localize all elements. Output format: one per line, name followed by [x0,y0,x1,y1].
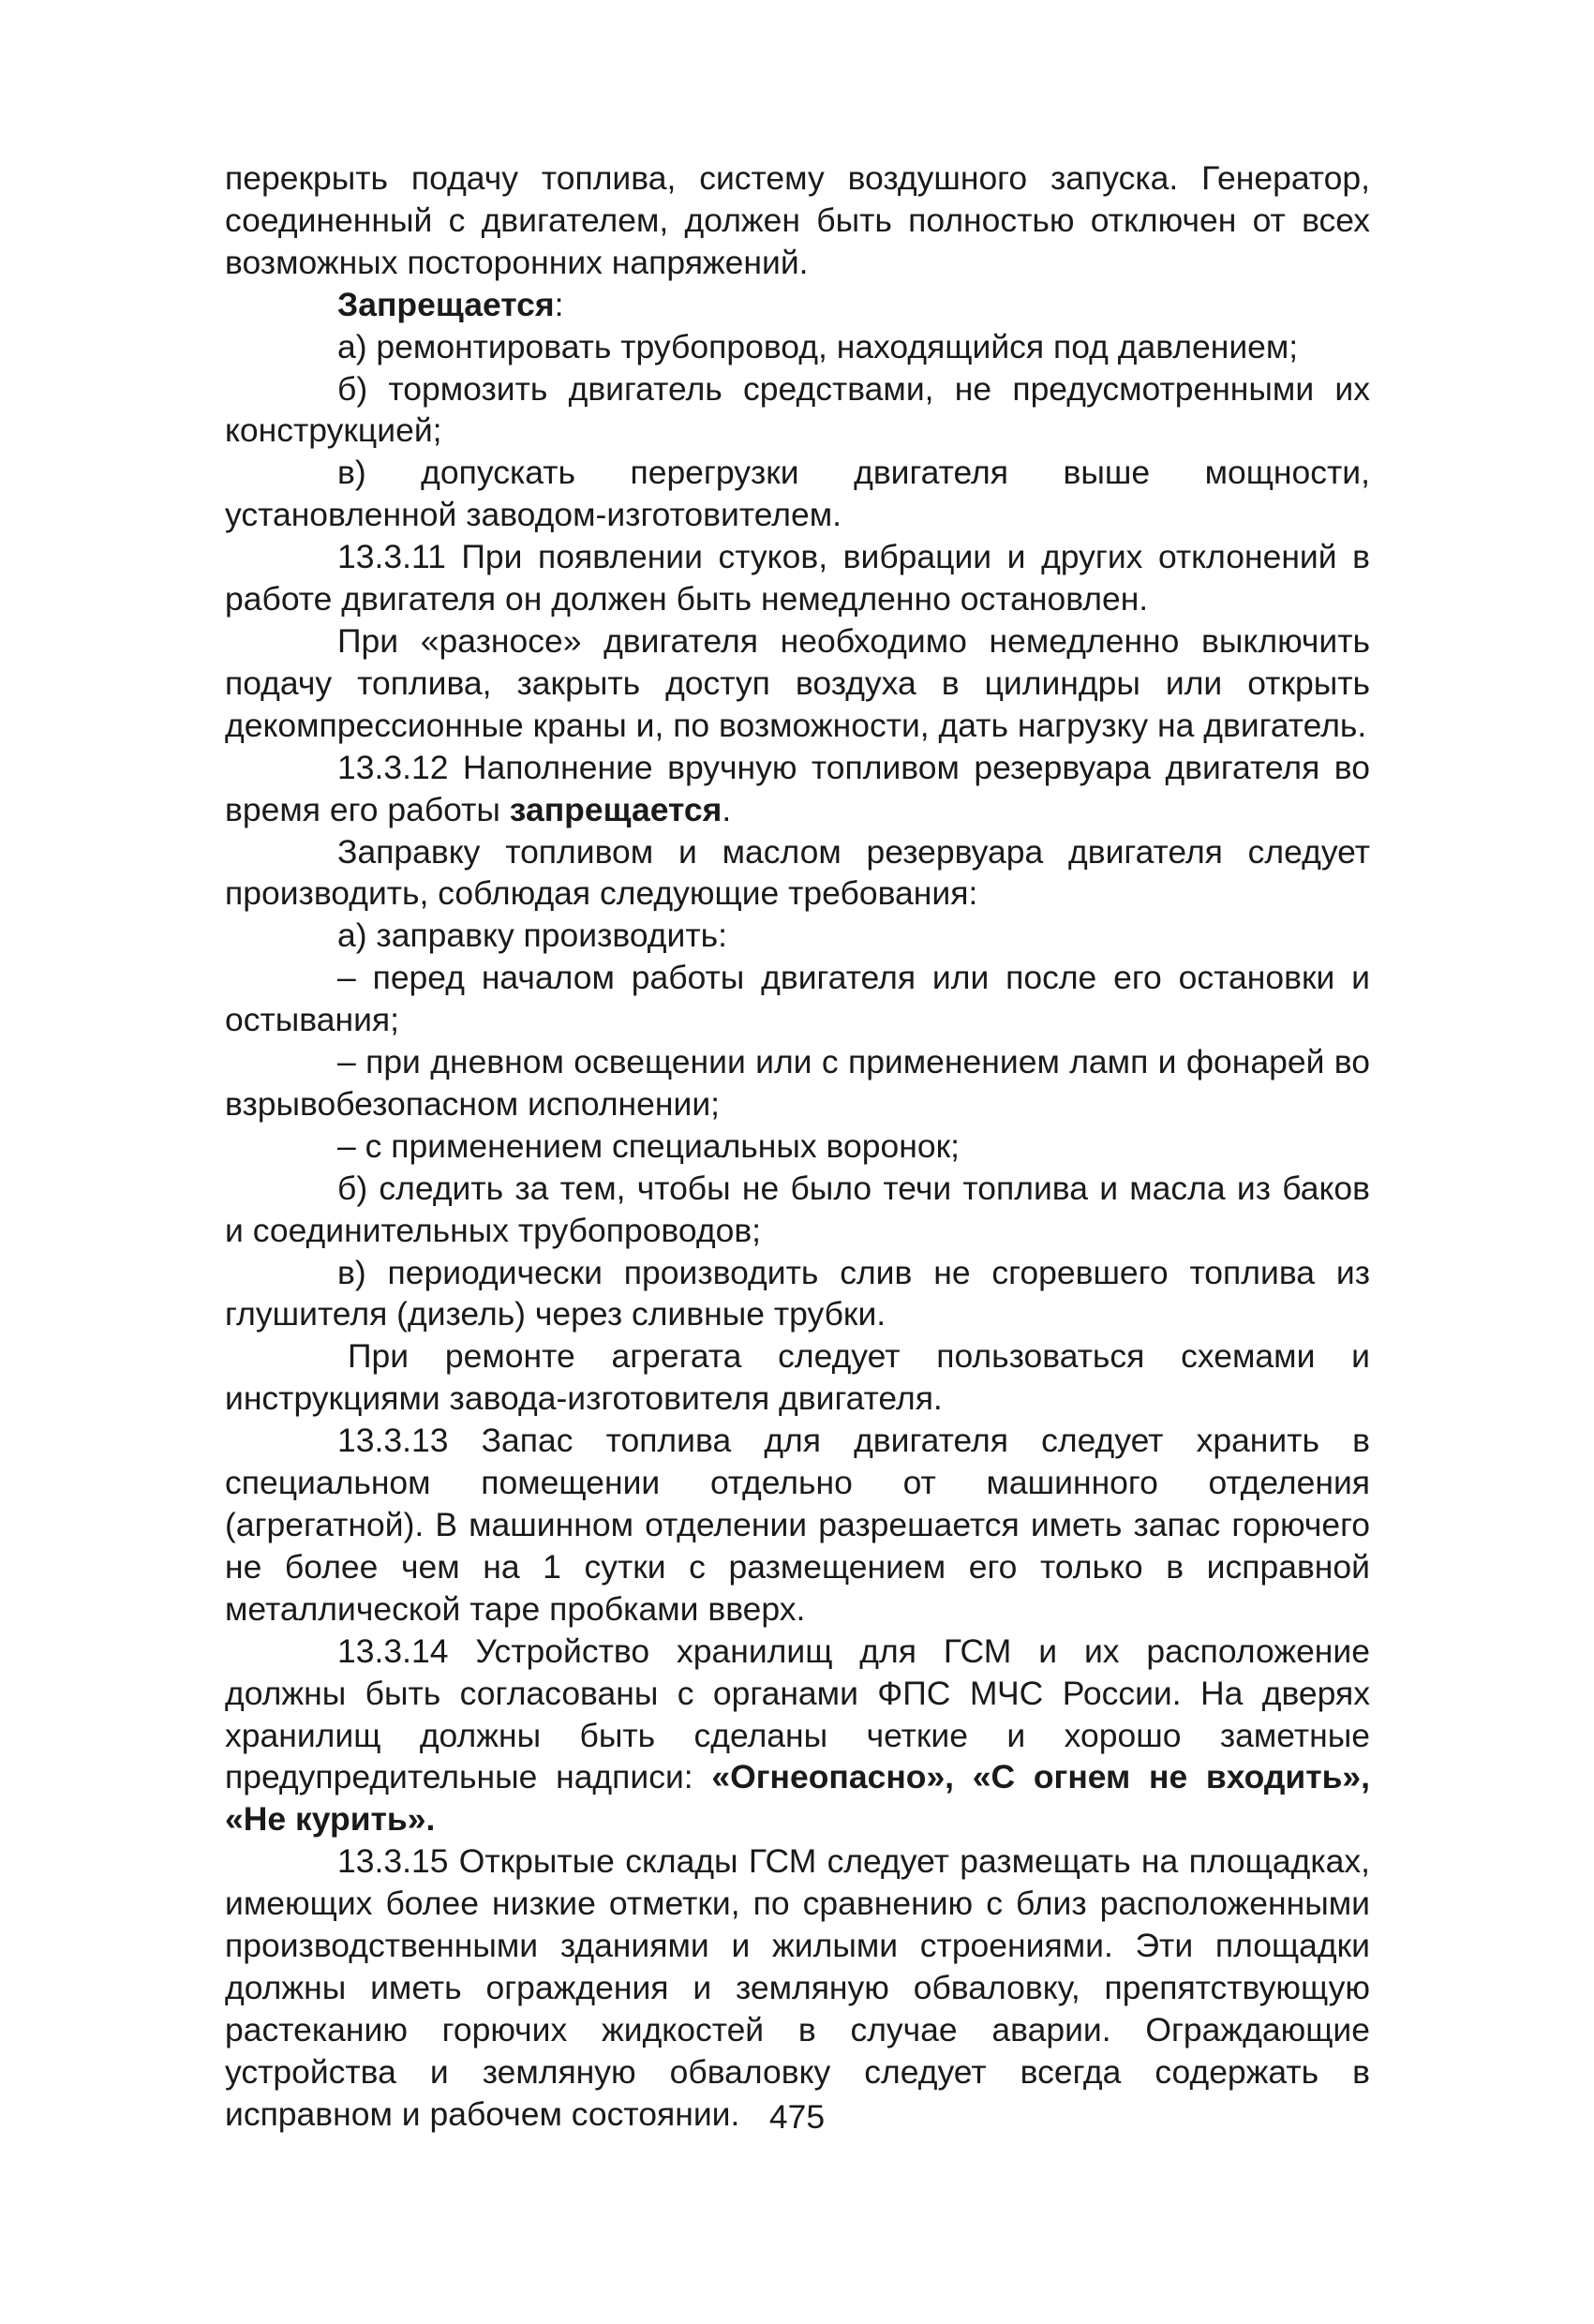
page-number: 475 [768,2098,826,2136]
paragraph-13-3-14-text: 13.3.14 Устройство хранилищ для ГСМ и их расположение должны быть согласованы с органами ФПС МЧС России. На дверях хранилищ должны быть сделаны четкие и хорошо заметные предупредительные надписи: [225,1631,1370,1796]
paragraph-13-3-12-end: . [722,790,732,828]
paragraph-generator-disconnect: перекрыть подачу топлива, систему воздушного запуска. Генератор, соединенный с двигателем, должен быть полностью отключен от всех возможных посторонних напряжений. [225,159,1370,281]
paragraph-13-3-11: 13.3.11 При появлении стуков, вибрации и других отклонений в работе двигателя он должен быть немедленно остановлен. [225,538,1370,618]
prohibited-colon: : [554,285,564,323]
paragraph-13-3-13: 13.3.13 Запас топлива для двигателя следует хранить в специальном помещении отдельно от машинного отделения (агрегатной). В машинном отделении разрешается иметь запас горючего не более чем на 1 сутки с размещением его только в исправной металлической таре пробками вверх. [225,1422,1370,1628]
paragraph-13-3-14 [225,1631,1370,1841]
page-body [225,157,1370,2136]
paragraph-repair-schemes: При ремонте агрегата следует пользоваться схемами и инструкциями завода-изготовителя двигателя. [225,1337,1370,1418]
list-dash-daylight: – при дневном освещении или с применением ламп и фонарей во взрывобезопасном исполнении; [225,1043,1370,1123]
paragraph-13-3-12 [225,747,1370,831]
prohibited-emphasis: запрещается [509,790,723,828]
paragraph-refueling-requirements: Заправку топливом и маслом резервуара двигателя следует производить, соблюдая следующие требования: [225,832,1370,913]
list-item-a-refuel: а) заправку производить: [337,916,727,955]
paragraph-prohibited-heading [225,284,1370,326]
paragraph-engine-runaway: При «разносе» двигателя необходимо немедленно выключить подачу топлива, закрыть доступ воздуха в цилиндры или открыть декомпрессионные краны и, по возможности, дать нагрузку на двигатель. [225,621,1370,744]
prohibited-label: Запрещается [337,285,555,323]
paragraph-13-3-12-text: 13.3.12 Наполнение вручную топливом резервуара двигателя во время его работы [225,748,1370,828]
list-item-b-leaks: б) следить за тем, чтобы не было течи топлива и масла из баков и соединительных трубопроводов; [225,1169,1370,1249]
list-dash-funnels: – с применением специальных воронок; [337,1126,960,1165]
paragraph-13-3-15: 13.3.15 Открытые склады ГСМ следует размещать на площадках, имеющих более низкие отметки, по сравнению с близ расположенными производственными зданиями и жилыми строениями. Эти площадки должны иметь ограждения и земляную обваловку, препятствующую растеканию горючих жидкостей в случае аварии. Ограждающие устройства и земляную обваловку следует всегда содержать в исправном и рабочем состоянии. [225,1842,1370,2133]
list-item-c-overload: в) допускать перегрузки двигателя выше мощности, установленной заводом-изготовителем. [225,454,1370,534]
list-item-b-braking: б) тормозить двигатель средствами, не предусмотренными их конструкцией; [225,369,1370,450]
list-item-c-drain: в) периодически производить слив не сгоревшего топлива из глушителя (дизель) через сливные трубки. [225,1253,1370,1333]
list-dash-before-start: – перед началом работы двигателя или после его остановки и остывания; [225,959,1370,1039]
list-item-a-pipeline: а) ремонтировать трубопровод, находящийся под давлением; [337,327,1299,365]
warning-signs-text: «Огнеопасно», «С огнем не входить», «Не курить». [225,1758,1371,1839]
